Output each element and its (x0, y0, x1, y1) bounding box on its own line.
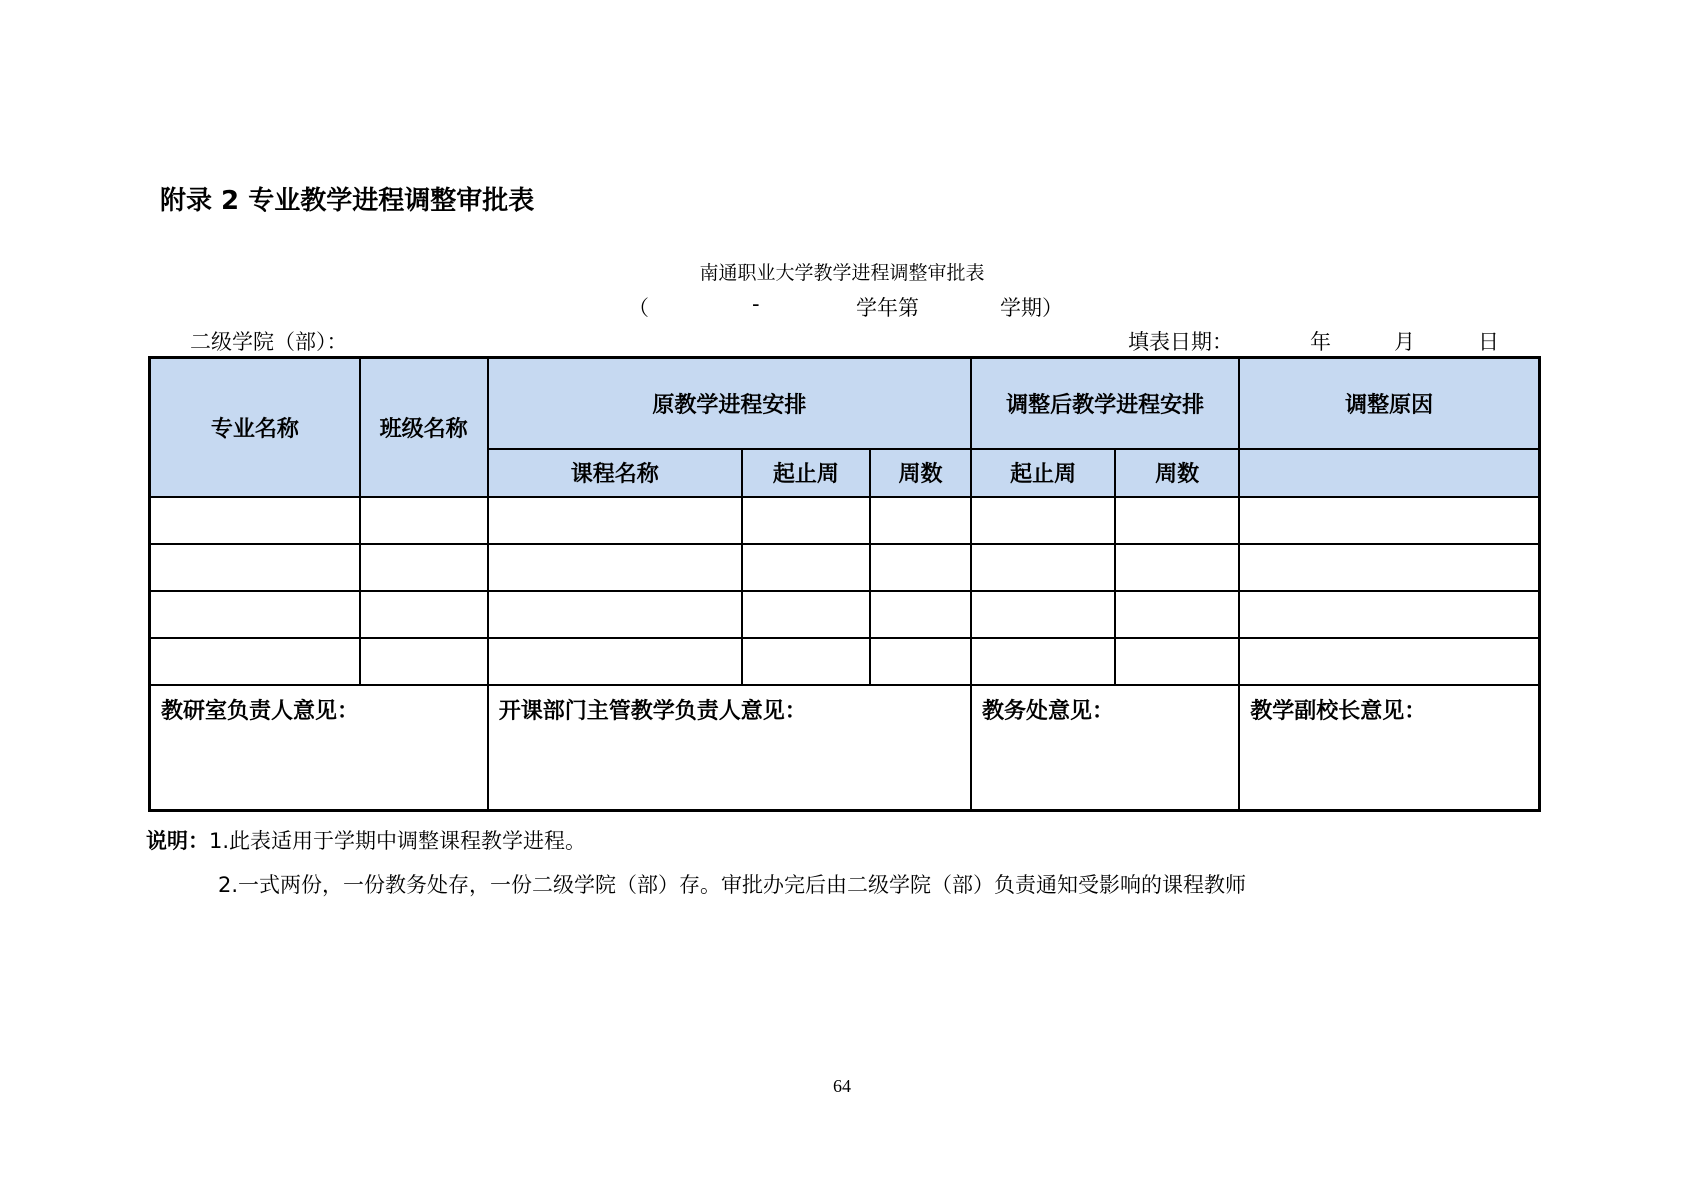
cell-major[interactable] (150, 544, 360, 591)
cell-orig-weeks[interactable] (742, 638, 870, 685)
header-orig-weeks-range: 起止周 (742, 449, 870, 497)
cell-adj-count[interactable] (1115, 544, 1239, 591)
header-original-plan: 原教学进程安排 (488, 358, 971, 449)
page-number: 64 (833, 1076, 851, 1096)
date-month: 月 (1394, 330, 1415, 354)
cell-orig-weeks[interactable] (742, 544, 870, 591)
term-dash: - (752, 292, 760, 316)
header-class-name: 班级名称 (360, 358, 488, 497)
cell-adj-weeks[interactable] (971, 544, 1115, 591)
cell-orig-count[interactable] (870, 544, 971, 591)
cell-orig-count[interactable] (870, 591, 971, 638)
cell-orig-count[interactable] (870, 497, 971, 544)
cell-class[interactable] (360, 638, 488, 685)
term-open-paren: （ (628, 296, 649, 320)
cell-reason[interactable] (1239, 497, 1539, 544)
opinion-vice-president[interactable]: 教学副校长意见： (1239, 685, 1539, 811)
cell-reason[interactable] (1239, 591, 1539, 638)
college-label: 二级学院（部）： (190, 330, 348, 354)
cell-reason[interactable] (1239, 638, 1539, 685)
term-year-label: 学年第 (856, 296, 919, 320)
table-row (150, 544, 1540, 591)
header-adj-week-count: 周数 (1115, 449, 1239, 497)
header-orig-week-count: 周数 (870, 449, 971, 497)
opinion-academic-affairs[interactable]: 教务处意见： (971, 685, 1239, 811)
cell-adj-weeks[interactable] (971, 591, 1115, 638)
cell-adj-count[interactable] (1115, 591, 1239, 638)
note-line-1 (146, 825, 586, 855)
header-reason: 调整原因 (1239, 358, 1539, 449)
cell-class[interactable] (360, 497, 488, 544)
header-major-name: 专业名称 (150, 358, 360, 497)
cell-class[interactable] (360, 591, 488, 638)
opinion-row (150, 685, 1540, 811)
form-title: 南通职业大学教学进程调整审批表 (699, 262, 985, 284)
cell-class[interactable] (360, 544, 488, 591)
header-adj-weeks-range: 起止周 (971, 449, 1115, 497)
header-row-1 (150, 358, 1540, 449)
approval-table (148, 356, 1541, 812)
cell-course[interactable] (488, 544, 742, 591)
cell-adj-weeks[interactable] (971, 638, 1115, 685)
opinion-dept-head[interactable]: 开课部门主管教学负责人意见： (488, 685, 971, 811)
cell-course[interactable] (488, 591, 742, 638)
date-day: 日 (1478, 330, 1499, 354)
table-row (150, 591, 1540, 638)
note-label: 说明： (146, 829, 209, 853)
cell-orig-weeks[interactable] (742, 497, 870, 544)
note-line-2: 2.一式两份，一份教务处存，一份二级学院（部）存。审批办完后由二级学院（部）负责通知受影响的课程教师 (218, 873, 1247, 897)
header-course-name: 课程名称 (488, 449, 742, 497)
header-adjusted-plan: 调整后教学进程安排 (971, 358, 1239, 449)
cell-major[interactable] (150, 497, 360, 544)
note-text-1: 1.此表适用于学期中调整课程教学进程。 (209, 829, 587, 853)
date-year: 年 (1310, 330, 1331, 354)
cell-major[interactable] (150, 591, 360, 638)
appendix-title: 附录 2 专业教学进程调整审批表 (160, 186, 535, 216)
cell-reason[interactable] (1239, 544, 1539, 591)
table-row (150, 638, 1540, 685)
cell-adj-count[interactable] (1115, 497, 1239, 544)
opinion-teaching-office[interactable]: 教研室负责人意见： (150, 685, 488, 811)
cell-orig-count[interactable] (870, 638, 971, 685)
table-row (150, 497, 1540, 544)
cell-adj-count[interactable] (1115, 638, 1239, 685)
cell-major[interactable] (150, 638, 360, 685)
cell-adj-weeks[interactable] (971, 497, 1115, 544)
cell-orig-weeks[interactable] (742, 591, 870, 638)
term-term-label: 学期） (1000, 296, 1063, 320)
cell-course[interactable] (488, 638, 742, 685)
fill-date-label: 填表日期： (1128, 330, 1233, 354)
cell-course[interactable] (488, 497, 742, 544)
header-reason-sub (1239, 449, 1539, 497)
